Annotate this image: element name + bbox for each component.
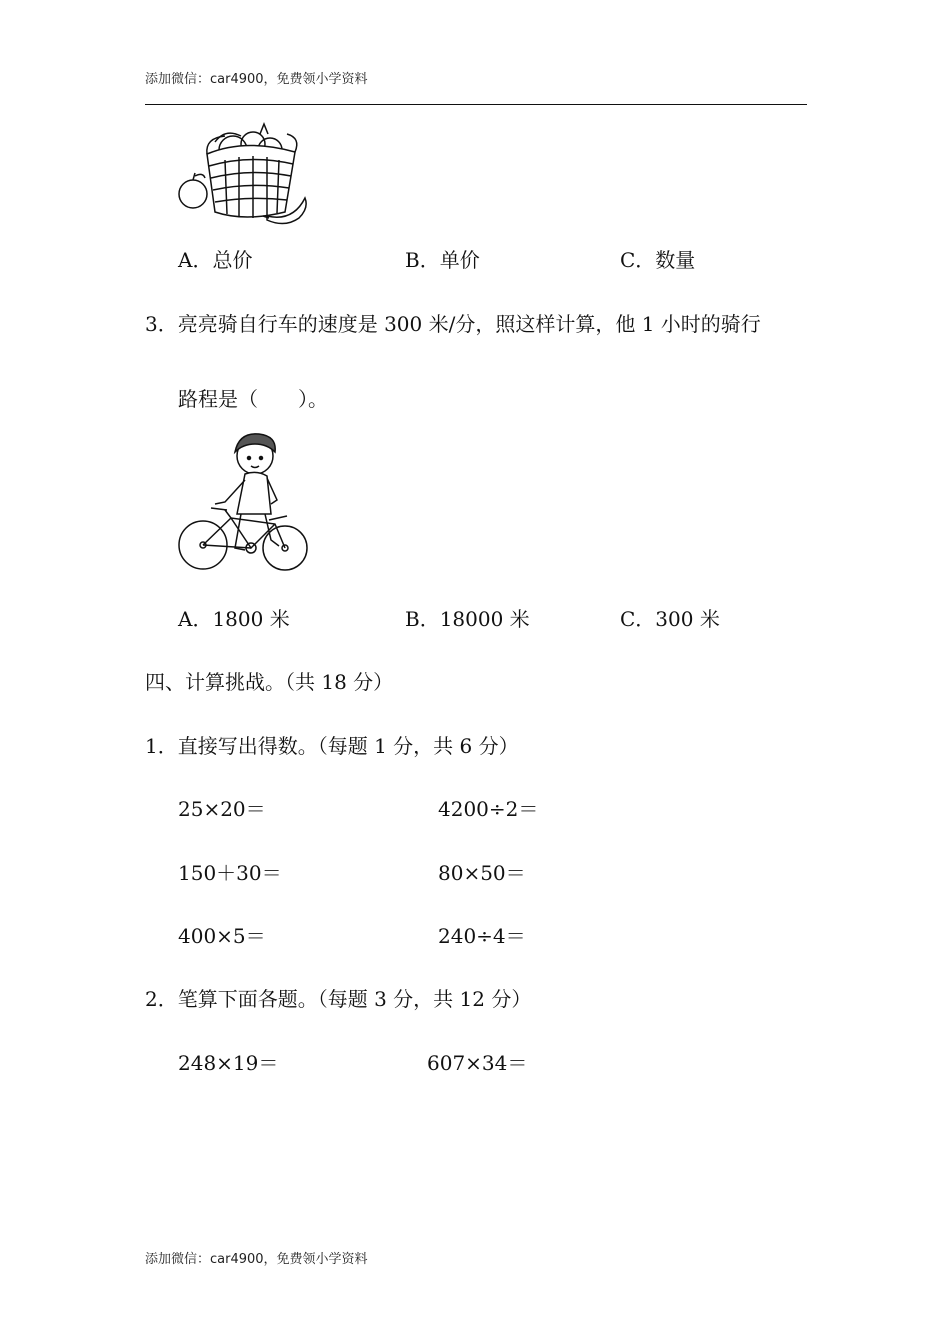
option-c: C．300 米 (620, 607, 720, 631)
option-b: B．18000 米 (405, 607, 530, 631)
calc-item: 4200÷2＝ (438, 797, 539, 821)
option-b: B．单价 (405, 248, 480, 272)
section-4-title: 四、计算挑战。（共 18 分） (145, 670, 394, 694)
option-a: A．1800 米 (178, 607, 290, 631)
header-rule (145, 104, 807, 105)
part-1-title: 1．直接写出得数。（每题 1 分，共 6 分） (145, 734, 519, 758)
boy-bicycle-image (175, 430, 315, 580)
calc-item: 80×50＝ (438, 861, 526, 885)
question-3-line2: 路程是（ ）。 (178, 387, 328, 411)
calc-item: 25×20＝ (178, 797, 266, 821)
calc-item: 240÷4＝ (438, 924, 526, 948)
question-3-line1: 3．亮亮骑自行车的速度是 300 米/分，照这样计算，他 1 小时的骑行 (145, 312, 761, 336)
option-a: A．总价 (178, 248, 253, 272)
footer-watermark: 添加微信：car4900，免费领小学资料 (145, 1252, 368, 1267)
part-2-title: 2．笔算下面各题。（每题 3 分，共 12 分） (145, 987, 532, 1011)
calc-item: 400×5＝ (178, 924, 266, 948)
calc-item: 150＋30＝ (178, 861, 282, 885)
header-watermark: 添加微信：car4900，免费领小学资料 (145, 72, 368, 87)
option-c: C．数量 (620, 248, 696, 272)
written-calc-item: 248×19＝ (178, 1051, 279, 1075)
fruit-basket-image (175, 120, 315, 225)
written-calc-item: 607×34＝ (427, 1051, 528, 1075)
